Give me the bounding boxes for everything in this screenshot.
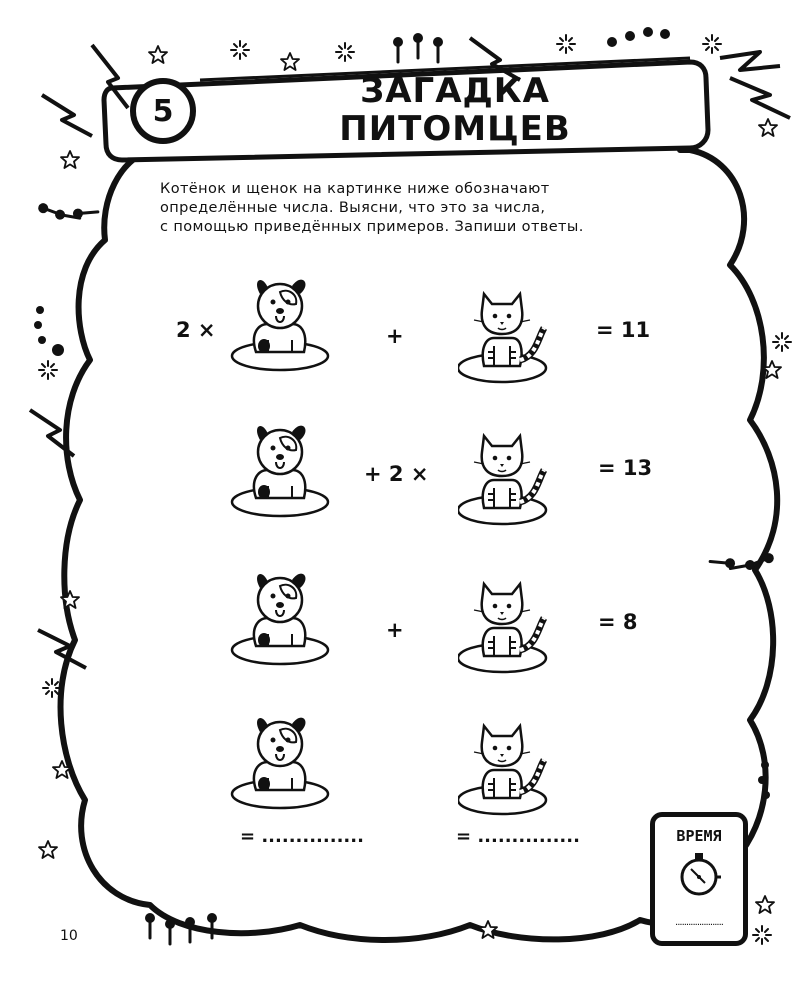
instruction-line-2: определённые числа. Выясни, что это за числа,: [160, 200, 546, 216]
row1-result: = 11: [596, 318, 651, 342]
cat-answer-field[interactable]: = ...............: [456, 826, 580, 847]
instruction-line-1: Котёнок и щенок на картинке ниже обозначают: [160, 181, 550, 197]
row2-operator: + 2 ×: [364, 462, 429, 486]
timer-box: [650, 812, 748, 946]
row3-result: = 8: [598, 610, 638, 634]
dog-icon: [228, 566, 338, 666]
task-number: 5: [152, 93, 174, 129]
row3-operator: +: [386, 618, 404, 642]
dog-icon: [228, 418, 338, 518]
dog-icon: [228, 272, 338, 372]
page-title: [300, 72, 610, 148]
title-line-2: ПИТОМЦЕВ: [339, 109, 571, 149]
cat-icon: [458, 432, 554, 528]
task-number-badge: [130, 78, 196, 144]
row1-prefix: 2 ×: [176, 318, 216, 342]
timer-label: ВРЕМЯ: [676, 827, 722, 845]
row1-operator: +: [386, 324, 404, 348]
instructions: [160, 180, 650, 237]
dog-answer-field[interactable]: = ...............: [240, 826, 364, 847]
cat-icon: [458, 290, 554, 386]
title-line-1: ЗАГАДКА: [360, 71, 550, 111]
dog-icon: [228, 710, 338, 810]
cat-icon: [458, 722, 554, 818]
stopwatch-icon: [675, 851, 723, 897]
row2-result: = 13: [598, 456, 653, 480]
instruction-line-3: с помощью приведённых примеров. Запиши ответы.: [160, 219, 584, 235]
page-number: 10: [60, 928, 78, 944]
cat-icon: [458, 580, 554, 676]
timer-blank[interactable]: ......................: [675, 917, 723, 928]
